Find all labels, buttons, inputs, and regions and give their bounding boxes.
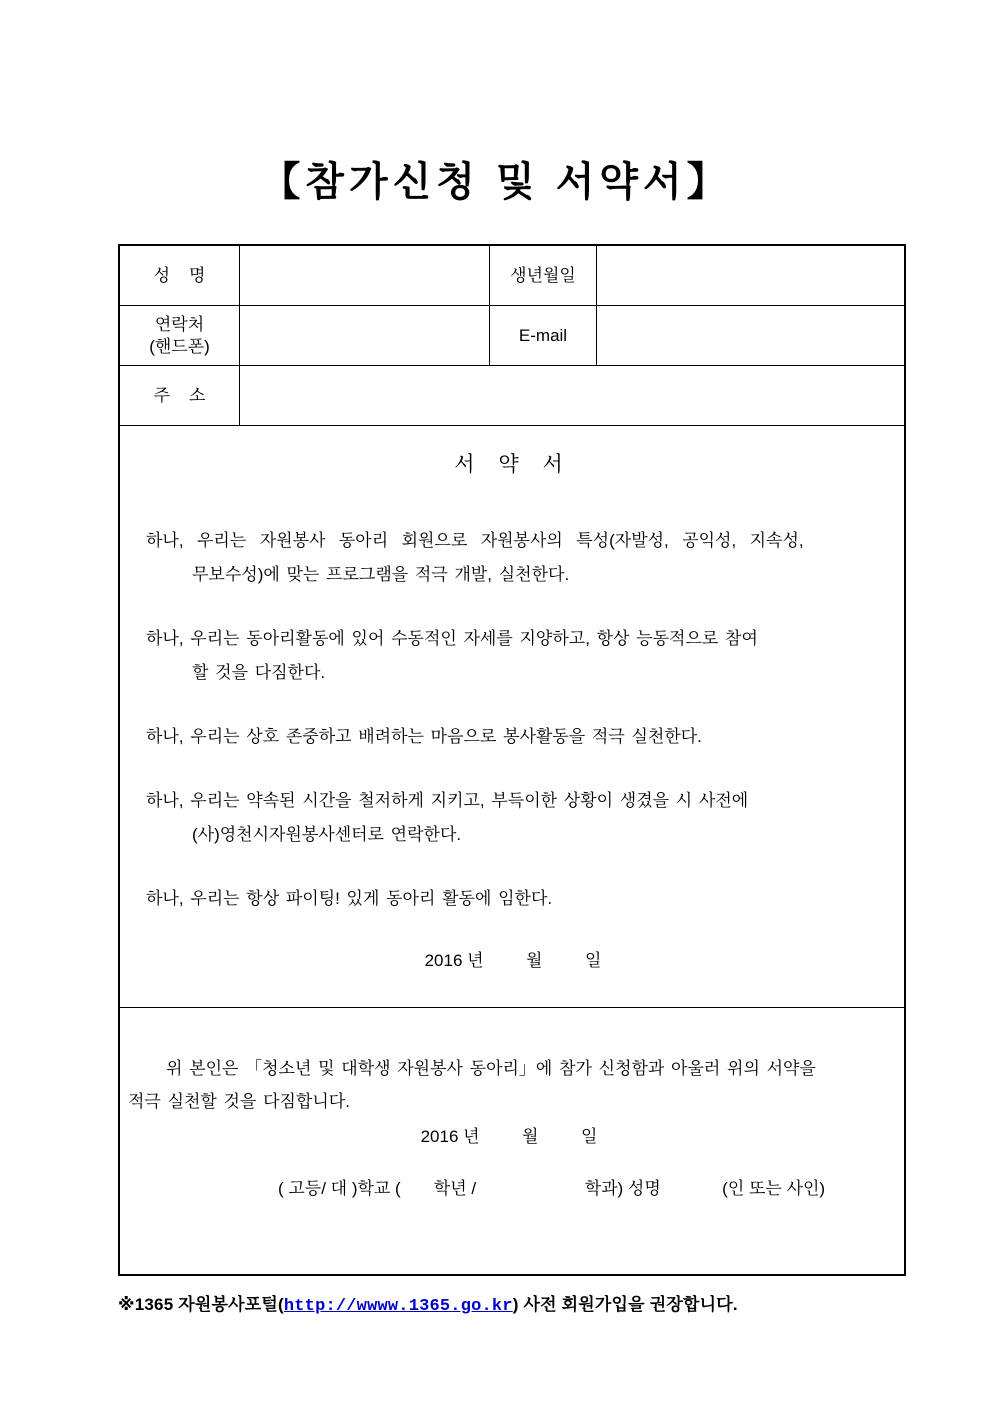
pledge-item-line: 하나, 우리는 항상 파이팅! 있게 동아리 활동에 임한다. — [146, 889, 553, 908]
document-title: 【참가신청 및 서약서】 — [260, 160, 732, 204]
declaration-section — [120, 1052, 904, 1274]
pledge-date-line: 2016 년 월 일 — [424, 951, 602, 970]
name-input-cell[interactable] — [240, 246, 490, 305]
address-label: 주 소 — [120, 366, 240, 425]
pledge-item-line: 하나, 우리는 상호 존중하고 배려하는 마음으로 봉사활동을 적극 실천한다. — [146, 727, 702, 746]
name-birth-row — [120, 246, 904, 306]
pledge-item-line: 하나, 우리는 동아리활동에 있어 수동적인 자세를 지양하고, 항상 능동적으로 참여 — [146, 629, 758, 648]
declaration-text-line: 적극 실천할 것을 다짐합니다. — [128, 1092, 350, 1111]
declaration-text-line: 위 본인은 「청소년 및 대학생 자원봉사 동아리」에 참가 신청함과 아울러 위의 서약을 — [166, 1059, 816, 1078]
name-label: 성 명 — [120, 246, 240, 305]
pledge-item — [146, 882, 880, 916]
pledge-item — [146, 784, 880, 852]
birthdate-input-cell[interactable] — [597, 246, 904, 305]
portal-link[interactable]: http://wwww.1365.go.kr — [283, 1297, 513, 1316]
pledge-item — [146, 524, 880, 592]
pledge-item-line: (사)영천시자원봉사센터로 연락한다. — [192, 825, 462, 844]
contact-label: 연락처 (핸드폰) — [120, 306, 240, 365]
pledge-item — [146, 720, 880, 754]
pledge-item-line: 무보수성)에 맞는 프로그램을 적극 개발, 실천한다. — [192, 565, 570, 584]
address-input-cell[interactable] — [240, 366, 904, 425]
pledge-heading: 서 약 서 — [454, 453, 572, 476]
pledge-item — [146, 622, 880, 690]
application-form-table — [118, 244, 906, 1276]
signature-line[interactable]: ( 고등/ 대 )학교 ( 학년 / 학과) 성명 (인 또는 사인) — [278, 1179, 826, 1198]
birthdate-label: 생년월일 — [490, 246, 597, 305]
footnote-prefix: ※1365 자원봉사포털( — [118, 1295, 284, 1314]
pledge-item-line: 할 것을 다짐한다. — [192, 663, 326, 682]
contact-input-cell[interactable] — [240, 306, 490, 365]
address-row — [120, 366, 904, 426]
contact-email-row — [120, 306, 904, 366]
pledge-item-line: 하나, 우리는 약속된 시간을 철저하게 지키고, 부득이한 상황이 생겼을 시 사전에 — [146, 791, 749, 810]
email-label: E-mail — [490, 306, 597, 365]
footnote — [118, 1290, 992, 1316]
email-input-cell[interactable] — [597, 306, 904, 365]
declaration-date-line: 2016 년 월 일 — [420, 1127, 598, 1146]
footnote-suffix: ) 사전 회원가입을 권장합니다. — [512, 1295, 738, 1314]
pledge-section — [120, 448, 904, 1008]
pledge-item-line: 하나, 우리는 자원봉사 동아리 회원으로 자원봉사의 특성(자발성, 공익성, 지속성, — [146, 531, 804, 550]
